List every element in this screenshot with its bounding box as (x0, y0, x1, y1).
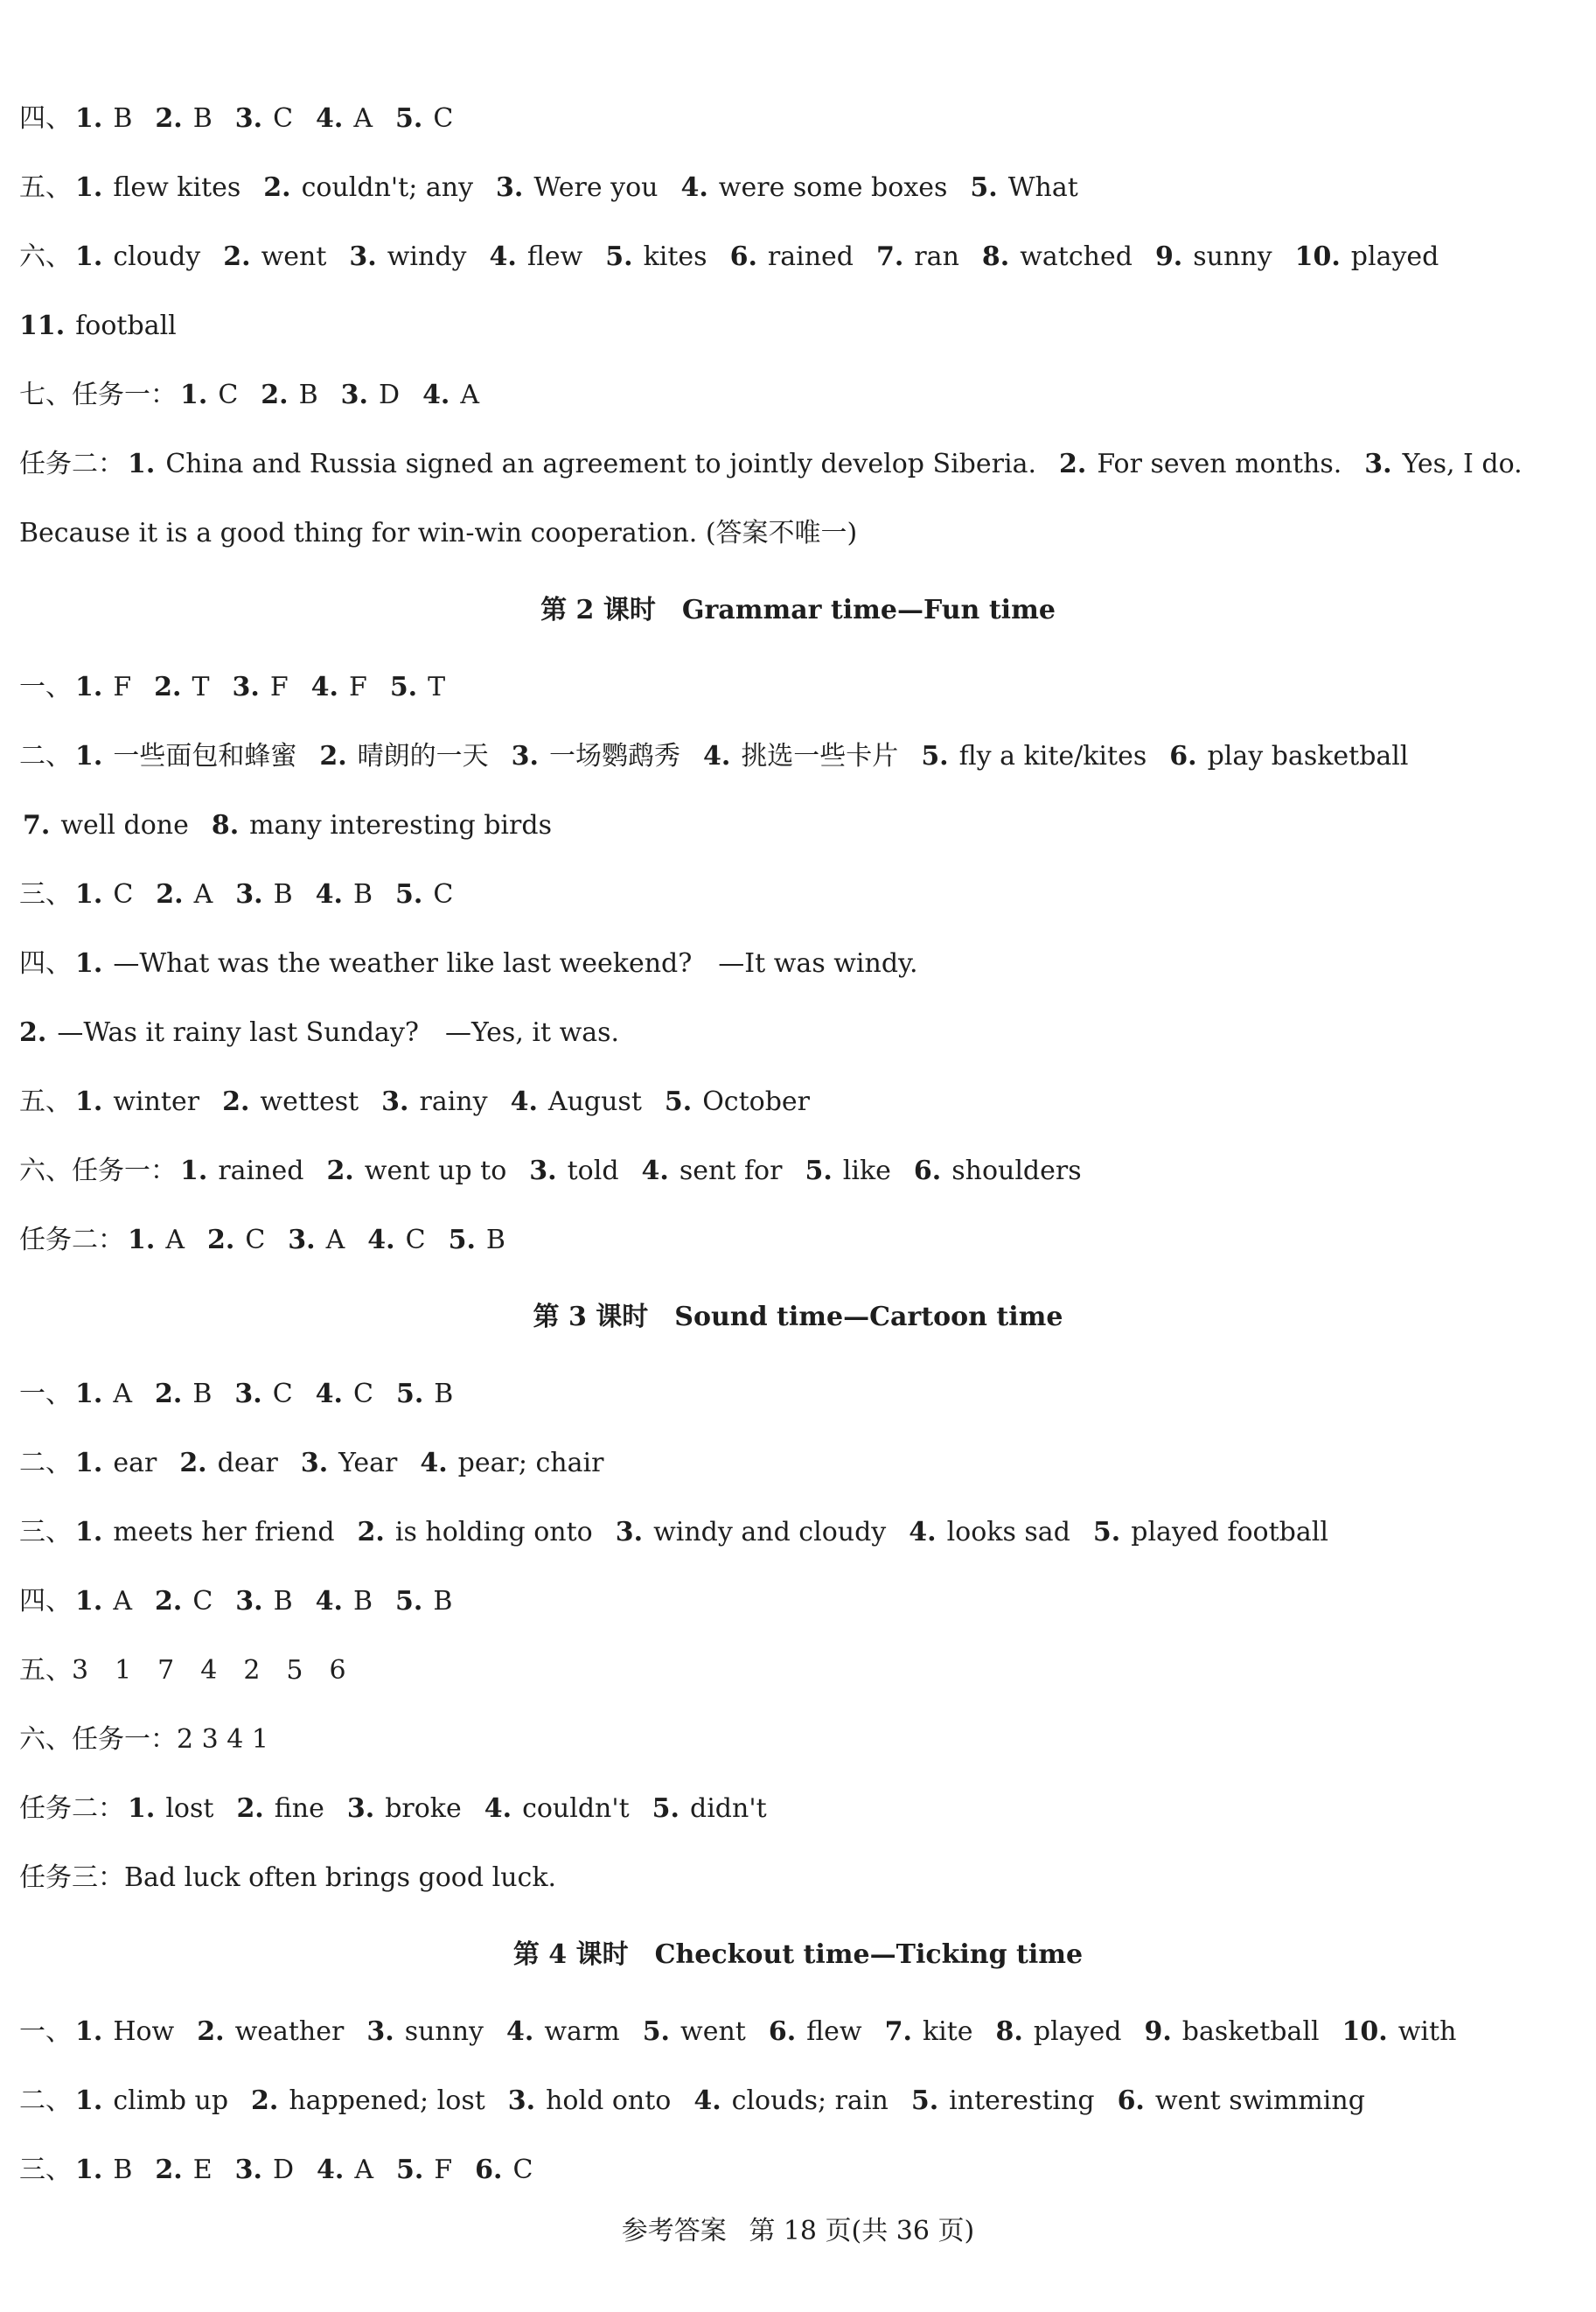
answer-line (19, 1651, 1570, 1691)
item-answer: went (680, 2016, 746, 2047)
section-prefix: 四、 (19, 948, 72, 979)
item-answer: were some boxes (718, 172, 948, 203)
item-number: 6. (729, 241, 757, 272)
item-number: 4. (310, 672, 338, 702)
item-number: 3. (496, 172, 524, 203)
answer-line (19, 1789, 1570, 1829)
item-answer: B (273, 879, 293, 910)
item-number: 2. (319, 741, 347, 772)
item-number: 4. (489, 241, 517, 272)
item-answer: For seven months. (1097, 449, 1342, 479)
section-prefix: 三、 (19, 1517, 72, 1547)
item-number: 4. (909, 1517, 937, 1547)
item-number: 2. (1059, 449, 1087, 479)
item-number: 4. (702, 741, 731, 772)
item-number: 10. (1342, 2016, 1388, 2047)
item-number: 1. (75, 2085, 103, 2116)
answer-line (19, 444, 1570, 485)
answer-line (19, 1582, 1570, 1622)
item-answer: 挑选一些卡片 (741, 741, 899, 772)
item-answer: B (434, 1379, 454, 1409)
item-answer: went (261, 241, 327, 272)
section-prefix: 五、 (19, 172, 72, 203)
item-answer: A (165, 1225, 185, 1255)
item-answer: windy and cloudy (653, 1517, 887, 1547)
item-number: 2. (236, 1793, 264, 1824)
item-answer: played football (1131, 1517, 1328, 1547)
item-number: 4. (510, 1086, 538, 1117)
item-answer: F (434, 2155, 453, 2185)
item-answer: A (354, 2155, 373, 2185)
item-number: 3. (340, 380, 368, 410)
item-number: 2. (155, 103, 183, 134)
item-answer: B (298, 380, 318, 410)
item-number: 4. (316, 103, 344, 134)
answer-line (19, 2150, 1570, 2190)
item-number: 3. (349, 241, 377, 272)
answer-line (19, 2012, 1570, 2052)
item-number: 3. (232, 672, 260, 702)
item-number: 6. (768, 2016, 797, 2047)
item-answer: What (1007, 172, 1078, 203)
item-answer: T (192, 672, 210, 702)
section-prefix: 一、 (19, 1379, 72, 1409)
item-answer: windy (387, 241, 467, 272)
item-number: 1. (75, 672, 103, 702)
item-answer: sent for (679, 1156, 783, 1186)
item-number: 5. (395, 879, 423, 910)
item-number: 4. (506, 2016, 534, 2047)
answer-line (19, 1220, 1570, 1261)
answer-line (19, 667, 1570, 708)
item-answer: F (113, 672, 132, 702)
item-number: 5. (652, 1793, 680, 1824)
item-number: 7. (884, 2016, 912, 2047)
item-answer: A (353, 103, 373, 134)
item-answer: shoulders (951, 1156, 1082, 1186)
item-answer: play basketball (1207, 741, 1409, 772)
item-number: 2. (155, 2155, 183, 2185)
item-answer: rainy (419, 1086, 488, 1117)
item-answer: rained (218, 1156, 304, 1186)
item-number: 2. (155, 1586, 183, 1617)
section-prefix: 五、3 1 7 4 2 5 6 (19, 1655, 346, 1686)
item-answer: kites (643, 241, 707, 272)
item-answer: with (1397, 2016, 1457, 2047)
item-number: 3. (1364, 449, 1392, 479)
section-prefix: 任务三：Bad luck often brings good luck. (19, 1862, 557, 1893)
item-answer: happened; lost (289, 2085, 485, 2116)
answer-line (19, 1151, 1570, 1191)
item-number: 10. (1294, 241, 1341, 272)
item-answer: A (193, 879, 213, 910)
item-answer: 晴朗的一天 (357, 741, 489, 772)
item-answer: —Was it rainy last Sunday? —Yes, it was. (57, 1017, 620, 1048)
item-answer: C (353, 1379, 373, 1409)
item-answer: flew (526, 241, 583, 272)
item-number: 5. (910, 2085, 939, 2116)
item-answer: looks sad (946, 1517, 1070, 1547)
item-answer: Year (338, 1448, 398, 1478)
item-answer: C (433, 103, 454, 134)
item-answer: C (272, 1379, 293, 1409)
item-answer: ran (914, 241, 959, 272)
section-prefix: 六、任务一： (19, 1156, 177, 1186)
item-number: 8. (995, 2016, 1023, 2047)
item-answer: well done (60, 810, 189, 841)
item-number: 1. (75, 1086, 103, 1117)
item-number: 9. (1154, 241, 1183, 272)
answer-line (19, 1013, 1570, 1053)
item-answer: A (325, 1225, 345, 1255)
item-answer: D (272, 2155, 294, 2185)
item-number: 11. (19, 311, 66, 341)
item-answer: B (113, 103, 133, 134)
item-number: 6. (475, 2155, 503, 2185)
item-answer: fly a kite/kites (958, 741, 1147, 772)
item-number: 6. (1117, 2085, 1145, 2116)
section-prefix: 四、 (19, 103, 72, 134)
item-answer: —What was the weather like last weekend? —It was windy. (113, 948, 918, 979)
item-number: 9. (1144, 2016, 1172, 2047)
item-answer: climb up (113, 2085, 229, 2116)
item-number: 2. (222, 1086, 250, 1117)
item-number: 3. (366, 2016, 394, 2047)
answer-line (19, 1082, 1570, 1122)
item-answer: C (433, 879, 454, 910)
item-answer: ear (113, 1448, 157, 1478)
item-number: 2. (19, 1017, 47, 1048)
item-number: 2. (223, 241, 251, 272)
item-answer: 一场鹦鹉秀 (548, 741, 680, 772)
item-number: 5. (970, 172, 998, 203)
item-answer: F (348, 672, 367, 702)
item-number: 1. (75, 172, 103, 203)
item-answer: basketball (1181, 2016, 1320, 2047)
item-number: 3. (381, 1086, 409, 1117)
item-answer: C (512, 2155, 533, 2185)
item-number: 5. (395, 1586, 423, 1617)
item-number: 3. (511, 741, 539, 772)
item-number: 1. (180, 380, 208, 410)
item-answer: August (547, 1086, 642, 1117)
item-number: 3. (288, 1225, 316, 1255)
section-prefix: 一、 (19, 2016, 72, 2047)
item-number: 3. (300, 1448, 329, 1478)
item-answer: many interesting birds (249, 810, 552, 841)
item-answer: A (113, 1586, 132, 1617)
section-prefix: Because it is a good thing for win-win cooperation. (答案不唯一) (19, 518, 858, 548)
item-number: 2. (357, 1517, 385, 1547)
item-answer: October (702, 1086, 811, 1117)
item-answer: couldn't (522, 1793, 630, 1824)
item-answer: dear (217, 1448, 278, 1478)
answer-line (19, 806, 1570, 846)
item-number: 1. (128, 449, 156, 479)
item-number: 6. (913, 1156, 942, 1186)
item-number: 5. (1092, 1517, 1121, 1547)
item-number: 3. (615, 1517, 644, 1547)
item-number: 4. (317, 2155, 345, 2185)
item-answer: C (218, 380, 239, 410)
lesson-heading: 第 2 课时 Grammar time—Fun time (540, 595, 1056, 625)
item-number: 8. (981, 241, 1010, 272)
item-number: 1. (128, 1793, 156, 1824)
answer-line (19, 513, 1570, 554)
item-answer: didn't (690, 1793, 767, 1824)
item-number: 1. (75, 2155, 103, 2185)
item-answer: C (113, 879, 134, 910)
item-answer: B (353, 879, 373, 910)
item-number: 1. (75, 241, 103, 272)
item-answer: winter (113, 1086, 200, 1117)
answer-line (19, 99, 1570, 139)
item-number: 2. (156, 879, 184, 910)
item-answer: rained (767, 241, 854, 272)
answer-line (19, 168, 1570, 208)
section-prefix: 七、任务一： (19, 380, 177, 410)
section-prefix: 三、 (19, 2155, 72, 2185)
answer-line (19, 1858, 1570, 1898)
item-answer: B (113, 2155, 133, 2185)
item-answer: told (567, 1156, 619, 1186)
item-number: 5. (805, 1156, 833, 1186)
item-number: 3. (529, 1156, 557, 1186)
item-answer: warm (544, 2016, 620, 2047)
item-number: 8. (211, 810, 240, 841)
answer-line (19, 2081, 1570, 2121)
item-answer: B (433, 1586, 453, 1617)
item-number: 4. (315, 1586, 343, 1617)
item-answer: sunny (1193, 241, 1272, 272)
item-answer: B (273, 1586, 293, 1617)
item-answer: D (379, 380, 401, 410)
item-number: 2. (261, 380, 289, 410)
item-answer: A (460, 380, 480, 410)
item-number: 5. (605, 241, 633, 272)
item-answer: B (192, 103, 213, 134)
item-number: 1. (75, 741, 103, 772)
item-number: 1. (75, 1517, 103, 1547)
item-number: 3. (507, 2085, 536, 2116)
item-answer: How (113, 2016, 175, 2047)
item-number: 2. (155, 1379, 183, 1409)
item-number: 5. (642, 2016, 671, 2047)
answer-line (19, 237, 1570, 277)
item-number: 6. (1169, 741, 1197, 772)
item-answer: went up to (364, 1156, 507, 1186)
item-number: 7. (23, 810, 51, 841)
answer-line (19, 1512, 1570, 1553)
item-answer: cloudy (113, 241, 201, 272)
item-answer: China and Russia signed an agreement to jointly develop Siberia. (165, 449, 1036, 479)
item-number: 2. (251, 2085, 279, 2116)
item-answer: like (842, 1156, 891, 1186)
item-number: 4. (315, 879, 343, 910)
item-answer: clouds; rain (731, 2085, 889, 2116)
item-answer: weather (234, 2016, 345, 2047)
item-answer: kite (922, 2016, 973, 2047)
item-number: 4. (367, 1225, 395, 1255)
item-number: 3. (235, 1586, 263, 1617)
item-number: 4. (641, 1156, 669, 1186)
item-answer: football (75, 311, 177, 341)
item-answer: sunny (404, 2016, 484, 2047)
answer-line (19, 306, 1570, 346)
item-answer: hold onto (546, 2085, 672, 2116)
section-prefix: 四、 (19, 1586, 72, 1617)
item-answer: played (1033, 2016, 1122, 2047)
item-number: 3. (234, 1379, 262, 1409)
item-answer: fine (274, 1793, 324, 1824)
item-answer: E (192, 2155, 213, 2185)
item-number: 7. (876, 241, 904, 272)
item-answer: Yes, I do. (1402, 449, 1523, 479)
section-prefix: 五、 (19, 1086, 72, 1117)
item-answer: B (485, 1225, 505, 1255)
item-number: 1. (75, 2016, 103, 2047)
section-prefix: 任务二： (19, 449, 124, 479)
item-answer: C (245, 1225, 266, 1255)
item-answer: is holding onto (394, 1517, 593, 1547)
item-number: 2. (154, 672, 182, 702)
item-answer: C (192, 1586, 213, 1617)
item-answer: F (269, 672, 289, 702)
answer-line (19, 737, 1570, 777)
item-number: 4. (680, 172, 708, 203)
item-answer: broke (385, 1793, 462, 1824)
item-number: 3. (234, 2155, 262, 2185)
item-number: 1. (75, 103, 103, 134)
section-prefix: 二、 (19, 2085, 72, 2116)
item-number: 2. (207, 1225, 235, 1255)
item-number: 1. (75, 1379, 103, 1409)
item-answer: T (428, 672, 446, 702)
answer-line (19, 1374, 1570, 1414)
item-answer: played (1350, 241, 1439, 272)
item-number: 5. (395, 103, 423, 134)
item-number: 4. (420, 1448, 448, 1478)
section-prefix: 三、 (19, 879, 72, 910)
footer-page-number: 第 18 页(共 36 页) (749, 2216, 975, 2246)
item-number: 2. (263, 172, 291, 203)
item-number: 5. (389, 672, 418, 702)
item-answer: flew kites (113, 172, 241, 203)
item-number: 2. (197, 2016, 225, 2047)
item-answer: flew (806, 2016, 862, 2047)
item-number: 3. (346, 1793, 375, 1824)
item-answer: lost (165, 1793, 214, 1824)
item-number: 5. (664, 1086, 693, 1117)
section-prefix: 一、 (19, 672, 72, 702)
section-prefix: 任务二： (19, 1225, 124, 1255)
item-number: 2. (326, 1156, 354, 1186)
item-number: 2. (179, 1448, 207, 1478)
item-answer: Were you (533, 172, 659, 203)
item-number: 4. (315, 1379, 343, 1409)
item-answer: C (273, 103, 294, 134)
section-prefix: 二、 (19, 741, 72, 772)
section-prefix: 二、 (19, 1448, 72, 1478)
item-answer: C (405, 1225, 426, 1255)
lesson-heading: 第 3 课时 Sound time—Cartoon time (533, 1302, 1063, 1332)
item-number: 3. (234, 103, 263, 134)
item-answer: went swimming (1154, 2085, 1365, 2116)
section-prefix: 六、任务一：2 3 4 1 (19, 1724, 268, 1755)
answer-line (19, 1720, 1570, 1760)
item-number: 3. (235, 879, 263, 910)
section-prefix: 六、 (19, 241, 72, 272)
item-answer: couldn't; any (301, 172, 474, 203)
item-number: 5. (396, 2155, 424, 2185)
item-number: 5. (395, 1379, 424, 1409)
item-number: 5. (448, 1225, 476, 1255)
item-answer: B (353, 1586, 373, 1617)
footer-label: 参考答案 (621, 2216, 727, 2246)
item-answer: meets her friend (113, 1517, 335, 1547)
item-number: 4. (693, 2085, 721, 2116)
item-number: 1. (75, 948, 103, 979)
answer-line (19, 875, 1570, 915)
item-number: 1. (75, 1586, 103, 1617)
item-answer: interesting (949, 2085, 1095, 2116)
item-answer: 一些面包和蜂蜜 (113, 741, 297, 772)
item-number: 1. (75, 1448, 103, 1478)
item-number: 1. (180, 1156, 208, 1186)
lesson-heading: 第 4 课时 Checkout time—Ticking time (512, 1939, 1084, 1970)
answer-line (19, 944, 1570, 984)
item-answer: B (192, 1379, 213, 1409)
item-number: 5. (921, 741, 949, 772)
page-footer (0, 2211, 1596, 2252)
item-answer: A (113, 1379, 132, 1409)
item-number: 1. (75, 879, 103, 910)
item-answer: watched (1020, 241, 1133, 272)
item-answer: pear; chair (457, 1448, 604, 1478)
item-number: 4. (484, 1793, 512, 1824)
answer-line (19, 1443, 1570, 1484)
section-prefix: 任务二： (19, 1793, 124, 1824)
item-answer: wettest (260, 1086, 359, 1117)
answer-line (19, 375, 1570, 416)
item-number: 4. (422, 380, 450, 410)
item-number: 1. (128, 1225, 156, 1255)
